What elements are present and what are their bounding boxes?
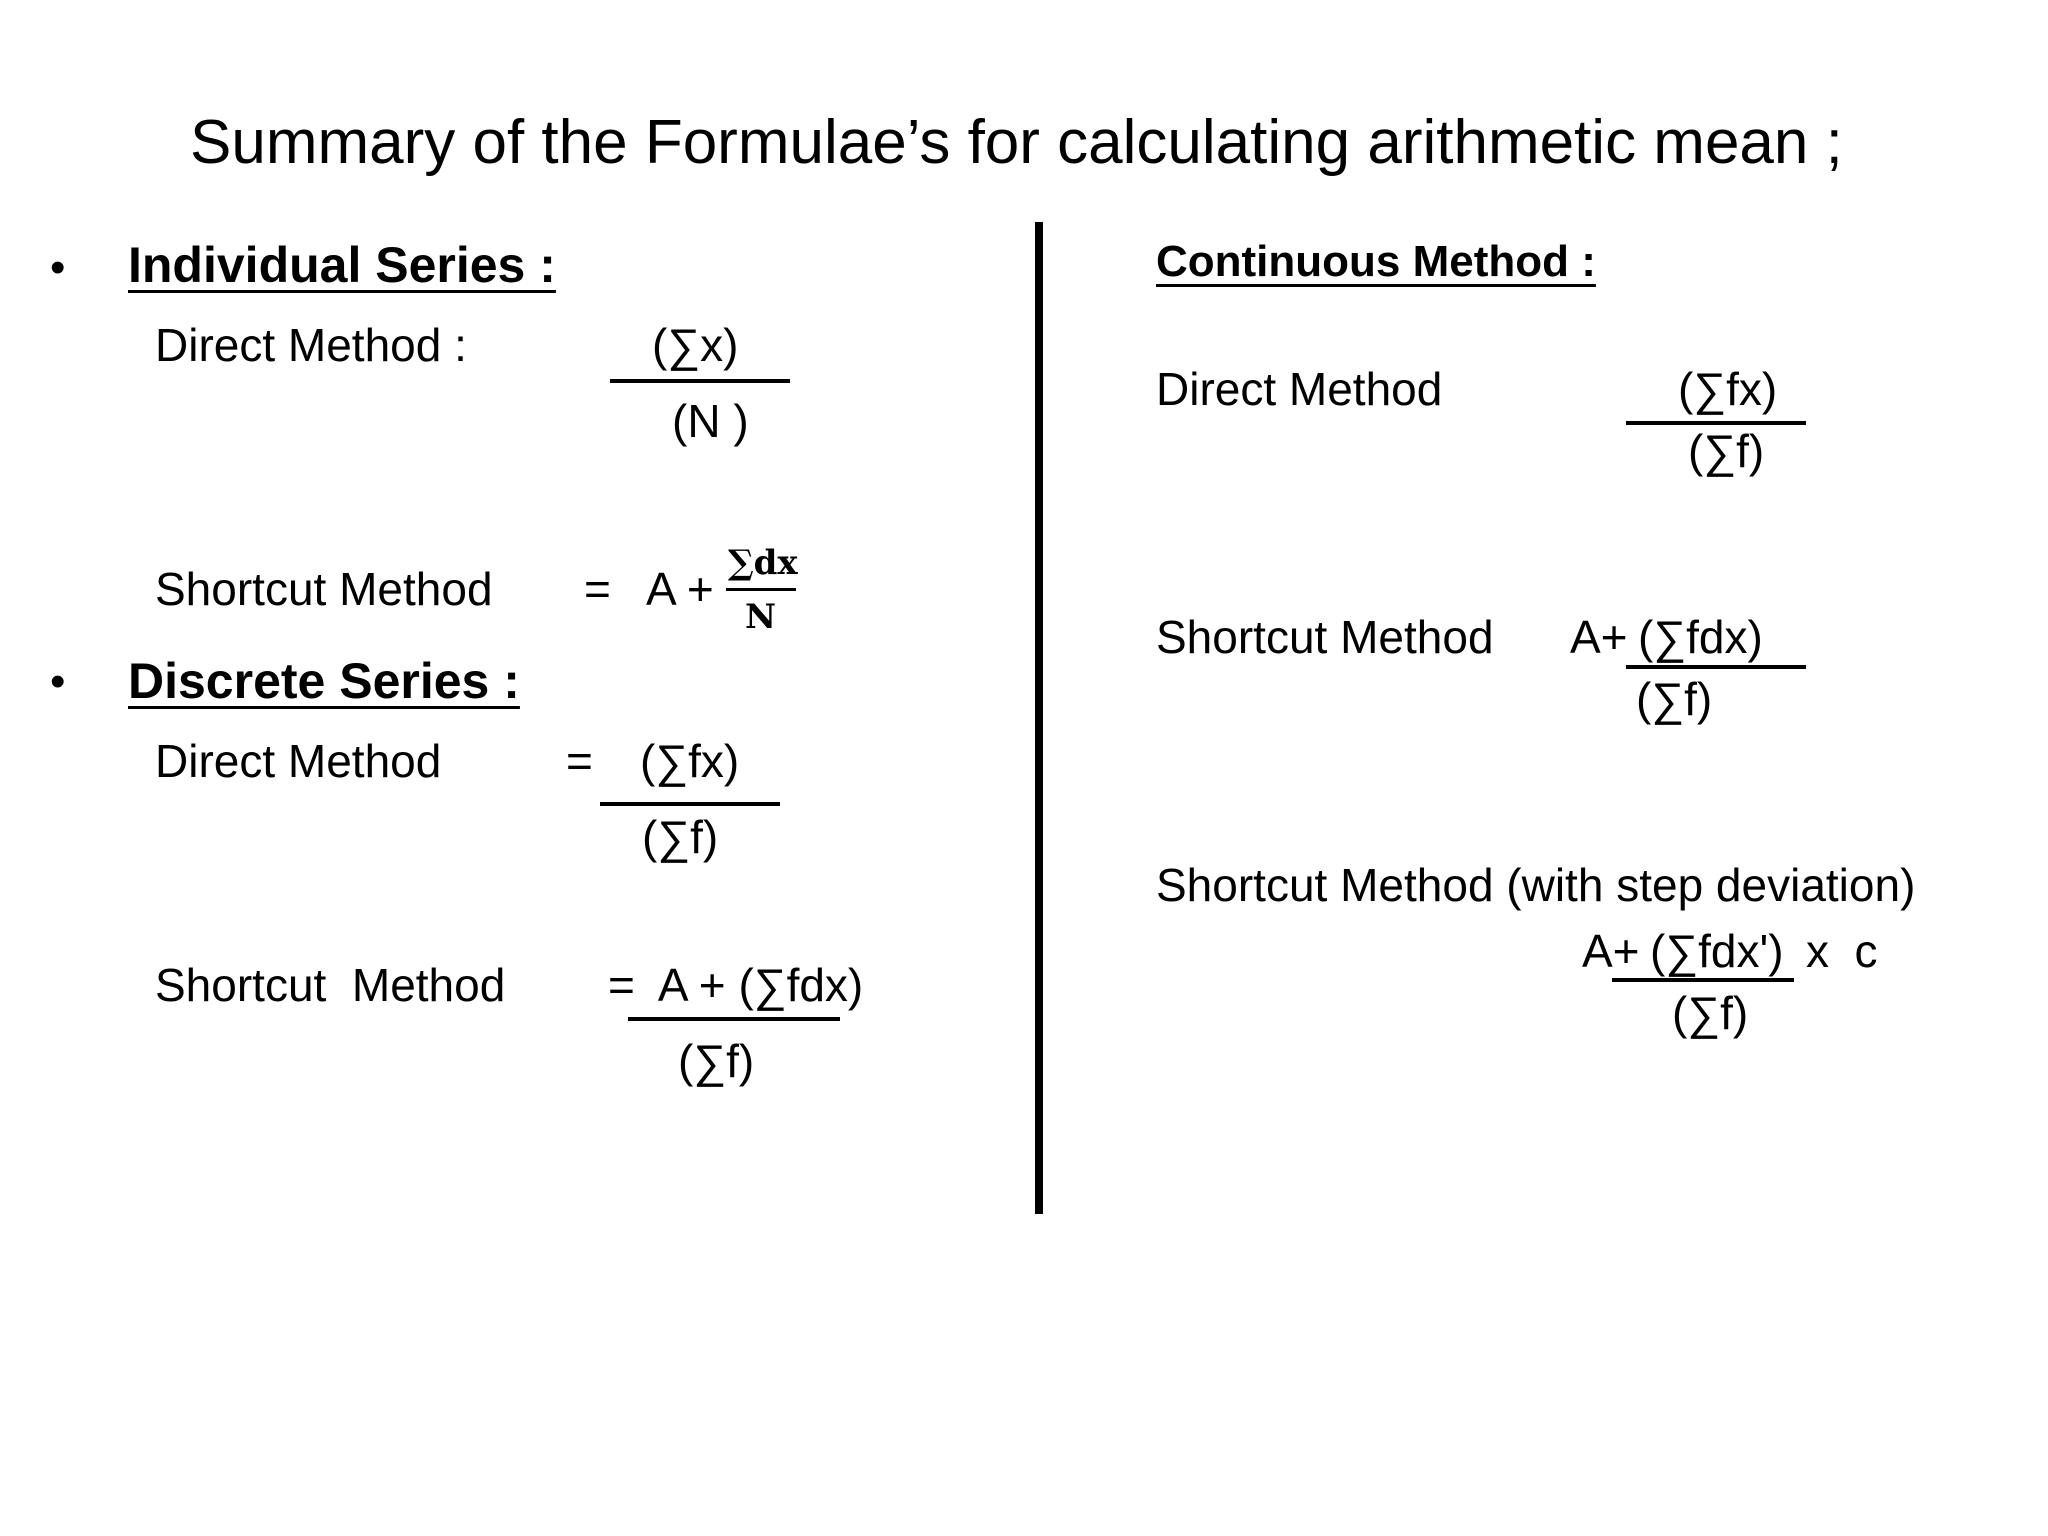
individual-shortcut-label: Shortcut Method <box>155 563 493 615</box>
column-divider <box>1035 222 1043 1214</box>
continuous-shortcut-numerator: (∑fdx) <box>1638 611 1763 663</box>
continuous-step-suffix: x c <box>1806 925 1878 977</box>
discrete-direct-numerator: (∑fx) <box>640 735 740 787</box>
continuous-shortcut-prefix: A+ <box>1570 611 1628 663</box>
page-title: Summary of the Formulae’s for calculating arithmetic mean ; <box>190 108 1843 177</box>
individual-direct-label: Direct Method : <box>155 319 467 371</box>
continuous-direct-label: Direct Method <box>1156 363 1443 415</box>
continuous-shortcut-denominator: (∑f) <box>1636 673 1713 725</box>
bullet-icon: • <box>50 243 66 292</box>
discrete-shortcut-label: Shortcut Method <box>155 959 506 1011</box>
continuous-step-numerator: (∑fdx') <box>1650 925 1784 977</box>
discrete-direct-label: Direct Method <box>155 735 442 787</box>
discrete-direct-equals: = <box>566 735 593 787</box>
individual-series-heading: Individual Series : <box>128 237 556 293</box>
individual-shortcut-numerator: ∑dx <box>728 543 798 583</box>
individual-shortcut-prefix: A + <box>646 563 714 615</box>
fraction-bar <box>1626 665 1806 669</box>
individual-direct-numerator: (∑x) <box>652 319 739 371</box>
continuous-shortcut-label: Shortcut Method <box>1156 611 1494 663</box>
continuous-step-prefix: A+ <box>1582 925 1640 977</box>
individual-shortcut-equals: = <box>584 563 611 615</box>
continuous-step-label: Shortcut Method (with step deviation) <box>1156 859 1916 911</box>
discrete-shortcut-denominator: (∑f) <box>678 1035 755 1087</box>
fraction-bar <box>726 588 796 591</box>
fraction-bar <box>628 1017 840 1021</box>
fraction-bar <box>600 802 780 806</box>
continuous-direct-numerator: (∑fx) <box>1678 363 1778 415</box>
individual-direct-denominator: (N ) <box>672 395 749 447</box>
fraction-bar <box>610 379 790 383</box>
fraction-bar <box>1612 978 1794 982</box>
continuous-method-heading: Continuous Method : <box>1156 237 1596 286</box>
discrete-series-heading: Discrete Series : <box>128 653 520 709</box>
bullet-icon: • <box>50 657 66 706</box>
continuous-direct-denominator: (∑f) <box>1688 425 1765 477</box>
discrete-shortcut-formula: = A + (∑fdx) <box>608 959 864 1011</box>
discrete-direct-denominator: (∑f) <box>642 811 719 863</box>
individual-shortcut-denominator: N <box>745 597 777 637</box>
continuous-step-denominator: (∑f) <box>1672 987 1749 1039</box>
